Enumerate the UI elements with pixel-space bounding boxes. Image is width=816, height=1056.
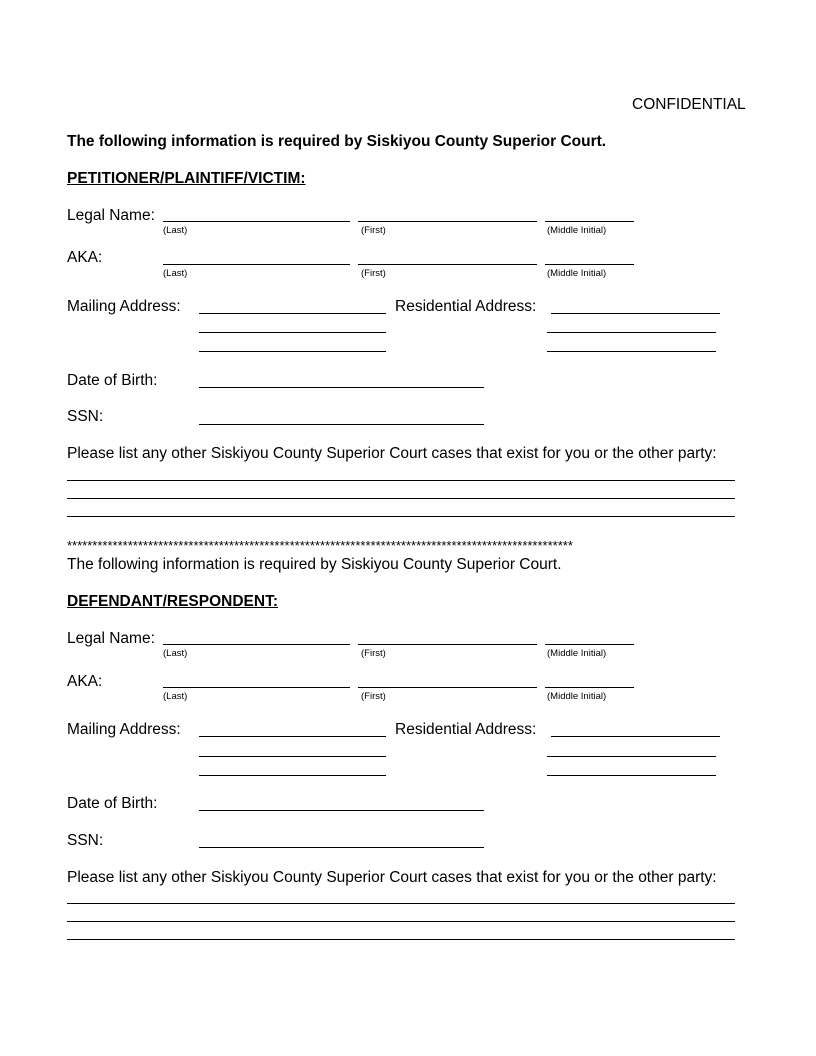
- defendant-legal-last-line[interactable]: [163, 644, 350, 645]
- defendant-heading: DEFENDANT/RESPONDENT:: [67, 593, 278, 610]
- petitioner-mailing-line-1[interactable]: [199, 313, 386, 314]
- petitioner-aka-last-line[interactable]: [163, 264, 350, 265]
- defendant-mailing-line-1[interactable]: [199, 736, 386, 737]
- defendant-aka-last-caption: (Last): [163, 691, 188, 702]
- petitioner-residential-line-1[interactable]: [551, 313, 720, 314]
- defendant-ssn-line[interactable]: [199, 847, 484, 848]
- defendant-cases-line-1[interactable]: [67, 903, 735, 904]
- petitioner-legal-middle-caption: (Middle Initial): [547, 225, 607, 236]
- defendant-mailing-line-3[interactable]: [199, 775, 386, 776]
- petitioner-heading: PETITIONER/PLAINTIFF/VICTIM:: [67, 170, 306, 187]
- defendant-cases-prompt: Please list any other Siskiyou County Superior Court cases that exist for you or the other party:: [67, 869, 717, 886]
- petitioner-aka-last-caption: (Last): [163, 268, 188, 279]
- defendant-residential-line-2[interactable]: [547, 756, 716, 757]
- defendant-aka-last-line[interactable]: [163, 687, 350, 688]
- defendant-ssn-label: SSN:: [67, 832, 104, 849]
- petitioner-residential-label: Residential Address:: [395, 298, 537, 315]
- petitioner-legal-middle-line[interactable]: [545, 221, 634, 222]
- petitioner-ssn-line[interactable]: [199, 424, 484, 425]
- defendant-legal-last-caption: (Last): [163, 648, 188, 659]
- petitioner-aka-first-caption: (First): [361, 268, 386, 279]
- defendant-legal-first-caption: (First): [361, 648, 386, 659]
- petitioner-cases-line-3[interactable]: [67, 516, 735, 517]
- defendant-legal-middle-caption: (Middle Initial): [547, 648, 607, 659]
- petitioner-dob-line[interactable]: [199, 387, 484, 388]
- defendant-mailing-label: Mailing Address:: [67, 721, 181, 738]
- defendant-dob-line[interactable]: [199, 810, 484, 811]
- confidential-label: CONFIDENTIAL: [632, 96, 746, 113]
- section-separator: ****************************************************************************************************: [67, 539, 573, 553]
- defendant-aka-first-caption: (First): [361, 691, 386, 702]
- defendant-residential-label: Residential Address:: [395, 721, 537, 738]
- petitioner-cases-line-1[interactable]: [67, 480, 735, 481]
- defendant-aka-first-line[interactable]: [358, 687, 537, 688]
- petitioner-dob-label: Date of Birth:: [67, 372, 158, 389]
- petitioner-aka-label: AKA:: [67, 249, 103, 266]
- petitioner-mailing-label: Mailing Address:: [67, 298, 181, 315]
- petitioner-ssn-label: SSN:: [67, 408, 104, 425]
- petitioner-residential-line-3[interactable]: [547, 351, 716, 352]
- defendant-residential-line-3[interactable]: [547, 775, 716, 776]
- defendant-legal-name-label: Legal Name:: [67, 630, 155, 647]
- petitioner-legal-first-caption: (First): [361, 225, 386, 236]
- defendant-legal-middle-line[interactable]: [545, 644, 634, 645]
- defendant-mailing-line-2[interactable]: [199, 756, 386, 757]
- defendant-residential-line-1[interactable]: [551, 736, 720, 737]
- petitioner-legal-last-line[interactable]: [163, 221, 350, 222]
- petitioner-residential-line-2[interactable]: [547, 332, 716, 333]
- defendant-legal-first-line[interactable]: [358, 644, 537, 645]
- petitioner-mailing-line-2[interactable]: [199, 332, 386, 333]
- defendant-aka-label: AKA:: [67, 673, 103, 690]
- defendant-cases-line-2[interactable]: [67, 921, 735, 922]
- defendant-cases-line-3[interactable]: [67, 939, 735, 940]
- petitioner-legal-first-line[interactable]: [358, 221, 537, 222]
- petitioner-legal-last-caption: (Last): [163, 225, 188, 236]
- petitioner-mailing-line-3[interactable]: [199, 351, 386, 352]
- petitioner-intro: The following information is required by Siskiyou County Superior Court.: [67, 133, 607, 150]
- defendant-intro: The following information is required by Siskiyou County Superior Court.: [67, 556, 562, 573]
- defendant-dob-label: Date of Birth:: [67, 795, 158, 812]
- petitioner-cases-line-2[interactable]: [67, 498, 735, 499]
- petitioner-cases-prompt: Please list any other Siskiyou County Superior Court cases that exist for you or the other party:: [67, 445, 717, 462]
- defendant-aka-middle-caption: (Middle Initial): [547, 691, 607, 702]
- petitioner-aka-middle-line[interactable]: [545, 264, 634, 265]
- petitioner-aka-middle-caption: (Middle Initial): [547, 268, 607, 279]
- petitioner-legal-name-label: Legal Name:: [67, 207, 155, 224]
- petitioner-aka-first-line[interactable]: [358, 264, 537, 265]
- defendant-aka-middle-line[interactable]: [545, 687, 634, 688]
